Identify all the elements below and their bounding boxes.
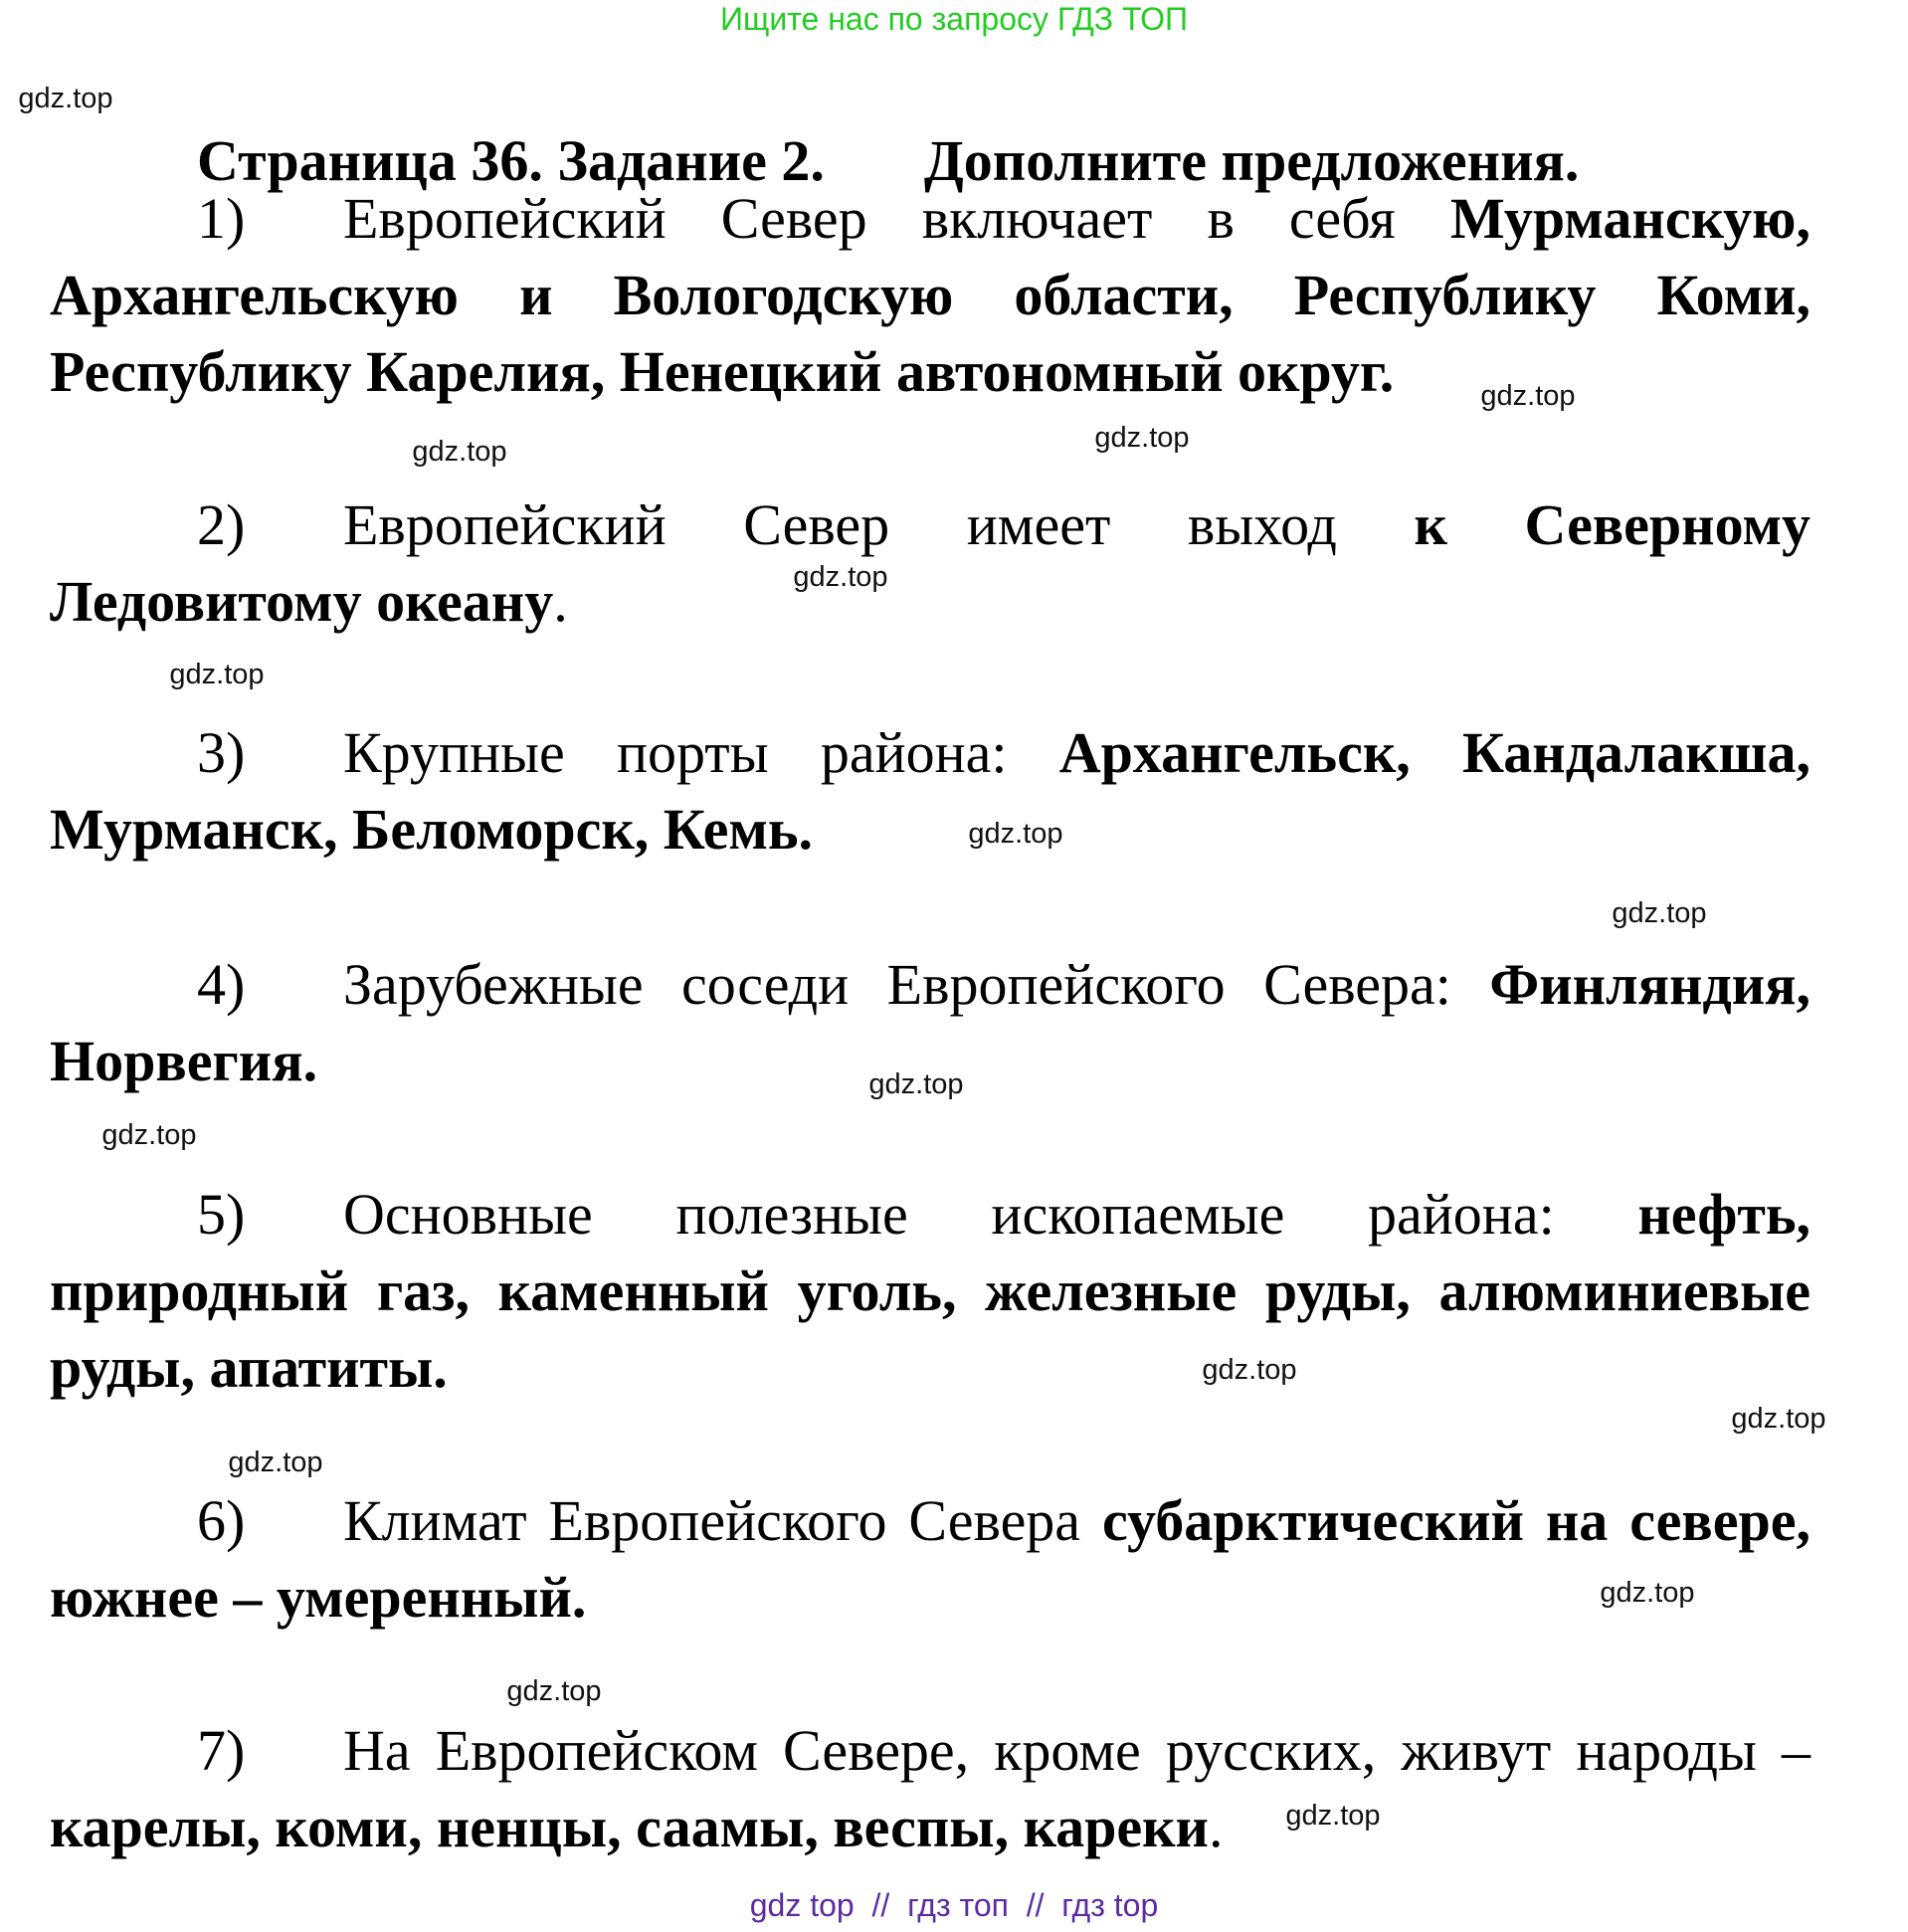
item-number: 4) — [197, 952, 246, 1017]
item-number: 5) — [197, 1182, 246, 1247]
item-text: Крупные порты района: — [343, 720, 1059, 785]
item-number: 2) — [197, 492, 246, 557]
item-text: Климат Европейского Севера — [343, 1488, 1102, 1553]
watermark: gdz.top — [1285, 1800, 1381, 1832]
item-text: Зарубежные соседи Европейского Севера: — [343, 952, 1490, 1017]
item-text: На Европейском Севере, кроме русских, живут народы – — [343, 1718, 1811, 1783]
watermark: gdz.top — [412, 436, 507, 468]
item-answer: Финляндия, Норвегия. — [50, 952, 1811, 1093]
item-text: Европейский Север имеет выход — [343, 492, 1415, 557]
watermark: gdz.top — [1600, 1577, 1695, 1609]
watermark: gdz.top — [169, 659, 265, 690]
item-tail: . — [1208, 1795, 1224, 1859]
item-answer: карелы, коми, ненцы, саамы, веспы, кареки — [50, 1795, 1209, 1859]
watermark: gdz.top — [18, 83, 113, 114]
item-number: 7) — [197, 1718, 246, 1783]
watermark: gdz.top — [228, 1447, 323, 1478]
answer-item-7 — [50, 1712, 1811, 1865]
answer-item-1 — [50, 180, 1811, 410]
footer-note: gdz top // гдз топ // гдз top — [749, 1887, 1159, 1923]
watermark: gdz.top — [868, 1068, 964, 1100]
search-hint-banner: Ищите нас по запросу ГДЗ ТОП — [720, 1, 1188, 37]
item-text: Европейский Север включает в себя — [343, 186, 1450, 251]
item-answer: к Северному Ледовитому океану — [50, 492, 1811, 634]
answer-item-5 — [50, 1176, 1811, 1406]
item-answer: Мурманскую, Архангельскую и Вологодскую области, Республику Коми, Республику Карелия, Ненецкий автономный округ. — [50, 186, 1811, 404]
watermark: gdz.top — [1612, 897, 1707, 929]
item-tail: . — [553, 569, 568, 634]
watermark: gdz.top — [1202, 1354, 1297, 1386]
watermark: gdz.top — [1731, 1403, 1826, 1435]
item-number: 1) — [197, 186, 246, 251]
watermark: gdz.top — [1094, 422, 1190, 454]
item-answer: Архангельск, Кандалакша, Мурманск, Беломорск, Кемь. — [50, 720, 1811, 862]
title-page-task: Страница 36. Задание 2. — [197, 128, 825, 193]
item-number: 6) — [197, 1488, 246, 1553]
watermark: gdz.top — [506, 1675, 602, 1707]
item-answer: нефть, природный газ, каменный уголь, железные руды, алюминиевые руды, апатиты. — [50, 1182, 1811, 1400]
watermark: gdz.top — [1480, 380, 1576, 412]
answer-item-3 — [50, 714, 1811, 868]
watermark: gdz.top — [793, 561, 888, 593]
answer-item-6 — [50, 1482, 1811, 1636]
answer-item-2 — [50, 486, 1811, 640]
watermark: gdz.top — [968, 818, 1063, 850]
item-answer: субарктический на севере, южнее – умеренный. — [50, 1488, 1811, 1630]
item-text: Основные полезные ископаемые района: — [343, 1182, 1638, 1247]
title-instruction: Дополните предложения. — [923, 128, 1580, 193]
watermark: gdz.top — [101, 1119, 197, 1151]
item-number: 3) — [197, 720, 246, 785]
